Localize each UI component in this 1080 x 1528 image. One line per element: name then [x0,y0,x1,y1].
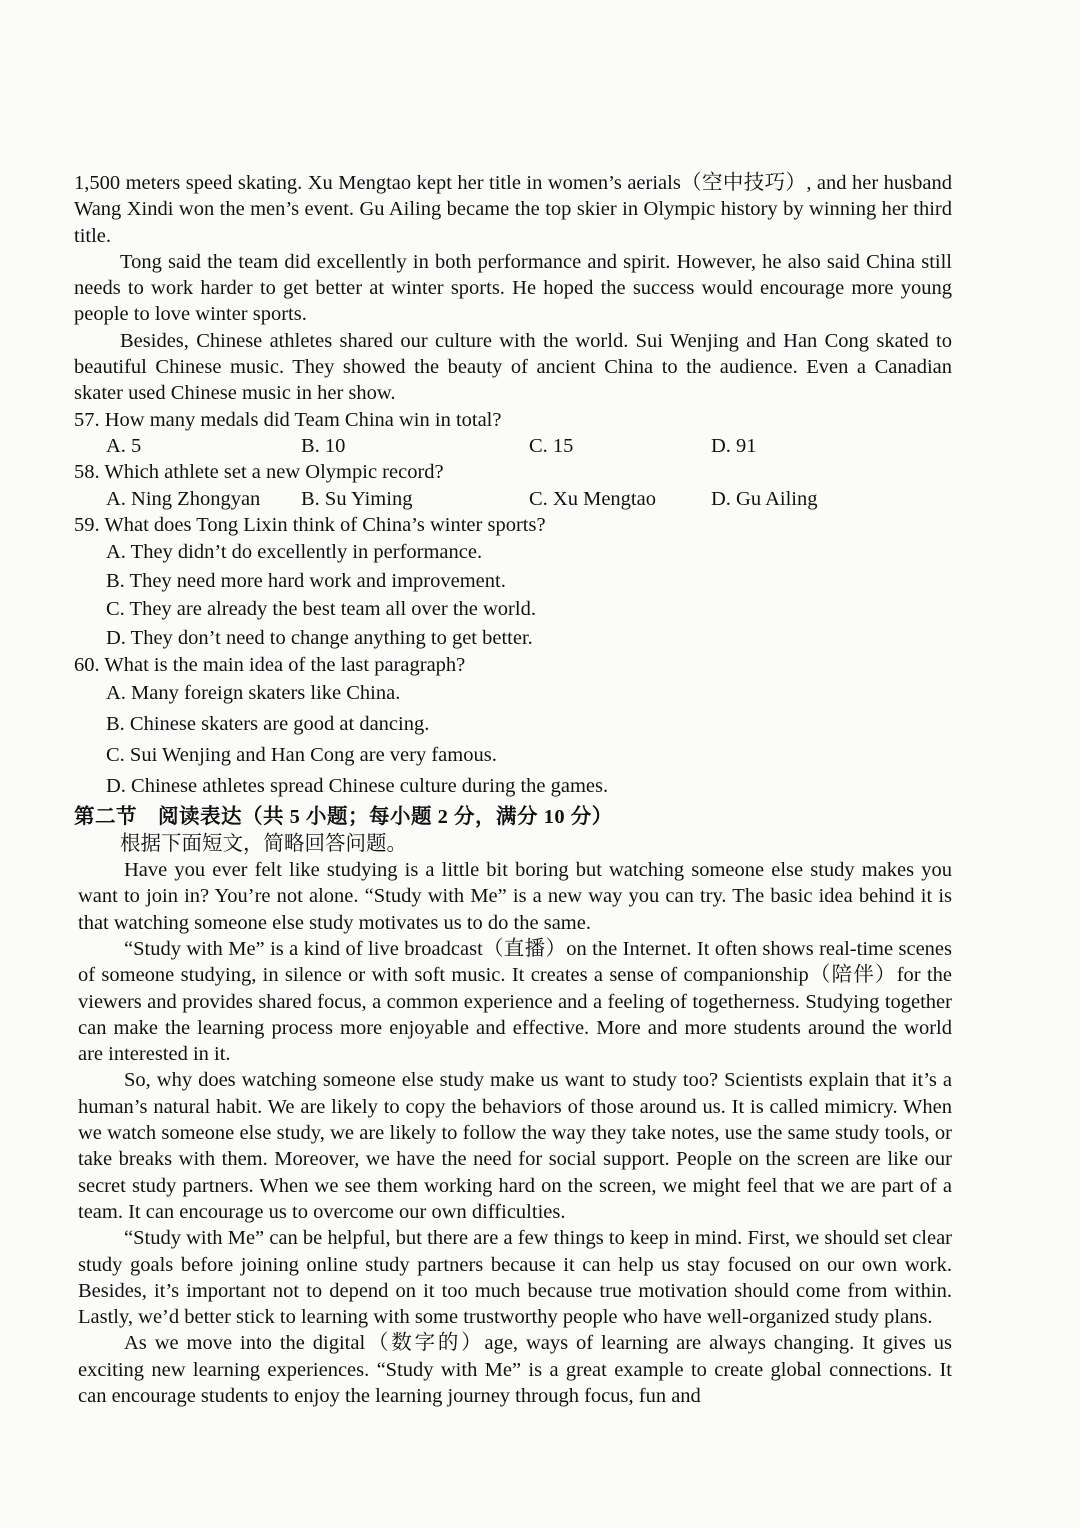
option-d: D. Gu Ailing [711,487,818,510]
option-a: A. They didn’t do excellently in performance. [106,541,483,564]
question-stem: 58. Which athlete set a new Olympic record? [74,461,444,484]
question-stem: 59. What does Tong Lixin think of China’s winter sports? [74,513,546,536]
reading-passage [74,857,952,1409]
passage-paragraph: As we move into the digital（数字的）age, ways of learning are always changing. It gives us exciting new learning experiences. “Study with Me” is a great example to create global connections. It can encourage students to enjoy the learning journey through focus, fun and [78,1332,952,1407]
section-instruction: 根据下面短文，简略回答问题。 [120,832,407,855]
option-c: C. Xu Mengtao [529,487,656,510]
passage-paragraph-1: 1,500 meters speed skating. Xu Mengtao kept her title in women’s aerials（空中技巧）, and her husband Wang Xindi won the men’s event. Gu Ailing became the top skier in Olympic history by winning her third title. [74,172,952,247]
question-57 [74,407,952,460]
option-c: C. Sui Wenjing and Han Cong are very famous. [106,744,497,767]
options-row [74,433,952,459]
option-d: D. 91 [711,434,757,457]
option-b: B. They need more hard work and improvement. [106,569,506,592]
page-content [74,170,952,1409]
passage-paragraph: Have you ever felt like studying is a little bit boring but watching someone else study makes you want to join in? You’re not alone. “Study with Me” is a new way you can try. The basic idea behind it is that watching someone else study motivates us to do the same. [78,859,952,934]
passage-paragraph-3: Besides, Chinese athletes shared our culture with the world. Sui Wenjing and Han Cong skated to beautiful Chinese music. They showed the beauty of ancient China to the audience. Even a Canadian skater used Chinese music in her show. [74,329,952,405]
option-b: B. Chinese skaters are good at dancing. [106,713,430,736]
passage-paragraph-2: Tong said the team did excellently in both performance and spirit. However, he also said China still needs to work harder to get better at winter sports. He hoped the success would encourage more young people to love winter sports. [74,250,952,326]
option-a: A. Many foreign skaters like China. [106,682,401,705]
option-b: B. 10 [301,434,346,457]
options-row [74,486,952,512]
question-59 [74,512,952,652]
question-58 [74,459,952,512]
passage-paragraph: “Study with Me” can be helpful, but there are a few things to keep in mind. First, we should set clear study goals before joining online study partners because it can help us stay focused on our own work. Besides, it’s important not to depend on it too much because true motivation should come from within. Lastly, we’d better stick to learning with some trustworthy people who have well-organized study plans. [78,1227,952,1329]
section-title: 第二节 阅读表达（共 5 小题；每小题 2 分，满分 10 分） [74,806,613,829]
option-c: C. 15 [529,434,574,457]
option-a: A. 5 [106,434,142,457]
option-b: B. Su Yiming [301,487,413,510]
question-stem: 60. What is the main idea of the last paragraph? [74,654,466,677]
question-60 [74,652,952,802]
question-stem: 57. How many medals did Team China win in total? [74,408,502,431]
option-d: D. They don’t need to change anything to get better. [106,626,533,649]
option-c: C. They are already the best team all over the world. [106,598,536,621]
option-d: D. Chinese athletes spread Chinese culture during the games. [106,775,609,798]
passage-paragraph: So, why does watching someone else study make us want to study too? Scientists explain that it’s a human’s natural habit. We are likely to copy the behaviors of those around us. It is called mimicry. When we watch someone else study, we are likely to follow the way they take notes, use the same study tools, or take breaks with them. Moreover, we have the need for social support. People on the screen are like our secret study partners. When we see them working hard on the screen, we might feel that we are part of a team. It can encourage us to overcome our own difficulties. [78,1069,952,1223]
option-a: A. Ning Zhongyan [106,487,261,510]
passage-paragraph: “Study with Me” is a kind of live broadcast（直播）on the Internet. It often shows real-time scenes of someone studying, in silence or with soft music. It creates a sense of companionship（陪伴）for the viewers and provides shared focus, a common experience and a feeling of togetherness. Studying together can make the learning process more enjoyable and effective. More and more students around the world are interested in it. [78,937,952,1066]
